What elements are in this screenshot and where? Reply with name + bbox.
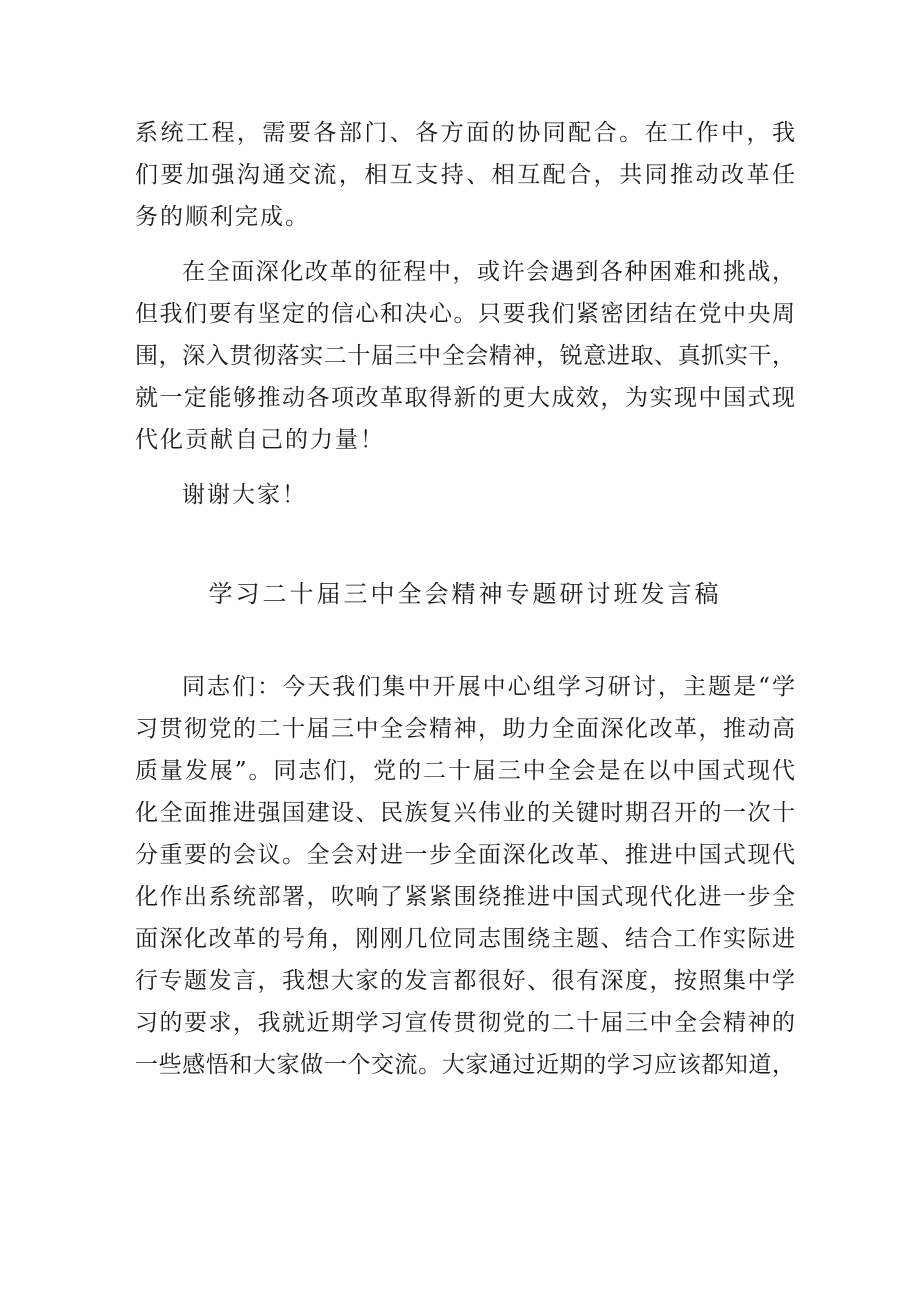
text-line: 分重要的会议。全会对进一步全面深化改革、推进中国式现代 (135, 842, 795, 868)
paragraph-3 (135, 666, 795, 1086)
closing-line: 谢谢大家！ (182, 482, 307, 508)
text-line: 质量发展”。同志们，党的二十届三中全会是在以中国式现代 (135, 758, 795, 784)
document-body (135, 112, 795, 1086)
text-line: 习贯彻党的二十届三中全会精神，助力全面深化改革，推动高 (135, 716, 795, 742)
paragraph-2 (135, 251, 795, 461)
text-line: 代化贡献自己的力量！ (135, 427, 385, 453)
text-line: 务的顺利完成。 (135, 204, 310, 230)
paragraph-1 (135, 112, 795, 238)
text-line: 就一定能够推动各项改革取得新的更大成效，为实现中国式现 (135, 385, 795, 411)
section-title: 学习二十届三中全会精神专题研讨班发言稿 (208, 580, 722, 608)
text-line: 化作出系统部署，吹响了紧紧围绕推进中国式现代化进一步全 (135, 884, 795, 910)
text-line: 系统工程，需要各部门、各方面的协同配合。在工作中，我 (135, 120, 795, 146)
text-line: 化全面推进强国建设、民族复兴伟业的关键时期召开的一次十 (135, 800, 795, 826)
text-line: 在全面深化改革的征程中，或许会遇到各种困难和挑战， (182, 259, 795, 285)
text-line: 围，深入贯彻落实二十届三中全会精神，锐意进取、真抓实干， (135, 343, 795, 369)
text-line: 面深化改革的号角，刚刚几位同志围绕主题、结合工作实际进 (135, 926, 795, 952)
text-line: 习的要求，我就近期学习宣传贯彻党的二十届三中全会精神的 (135, 1010, 795, 1036)
text-line: 一些感悟和大家做一个交流。大家通过近期的学习应该都知道， (135, 1052, 795, 1078)
text-line: 但我们要有坚定的信心和决心。只要我们紧密团结在党中央周 (135, 301, 795, 327)
text-line: 同志们：今天我们集中开展中心组学习研讨，主题是“学 (182, 674, 795, 700)
text-line: 行专题发言，我想大家的发言都很好、很有深度，按照集中学 (135, 968, 795, 994)
text-line: 们要加强沟通交流，相互支持、相互配合，共同推动改革任 (135, 162, 795, 188)
